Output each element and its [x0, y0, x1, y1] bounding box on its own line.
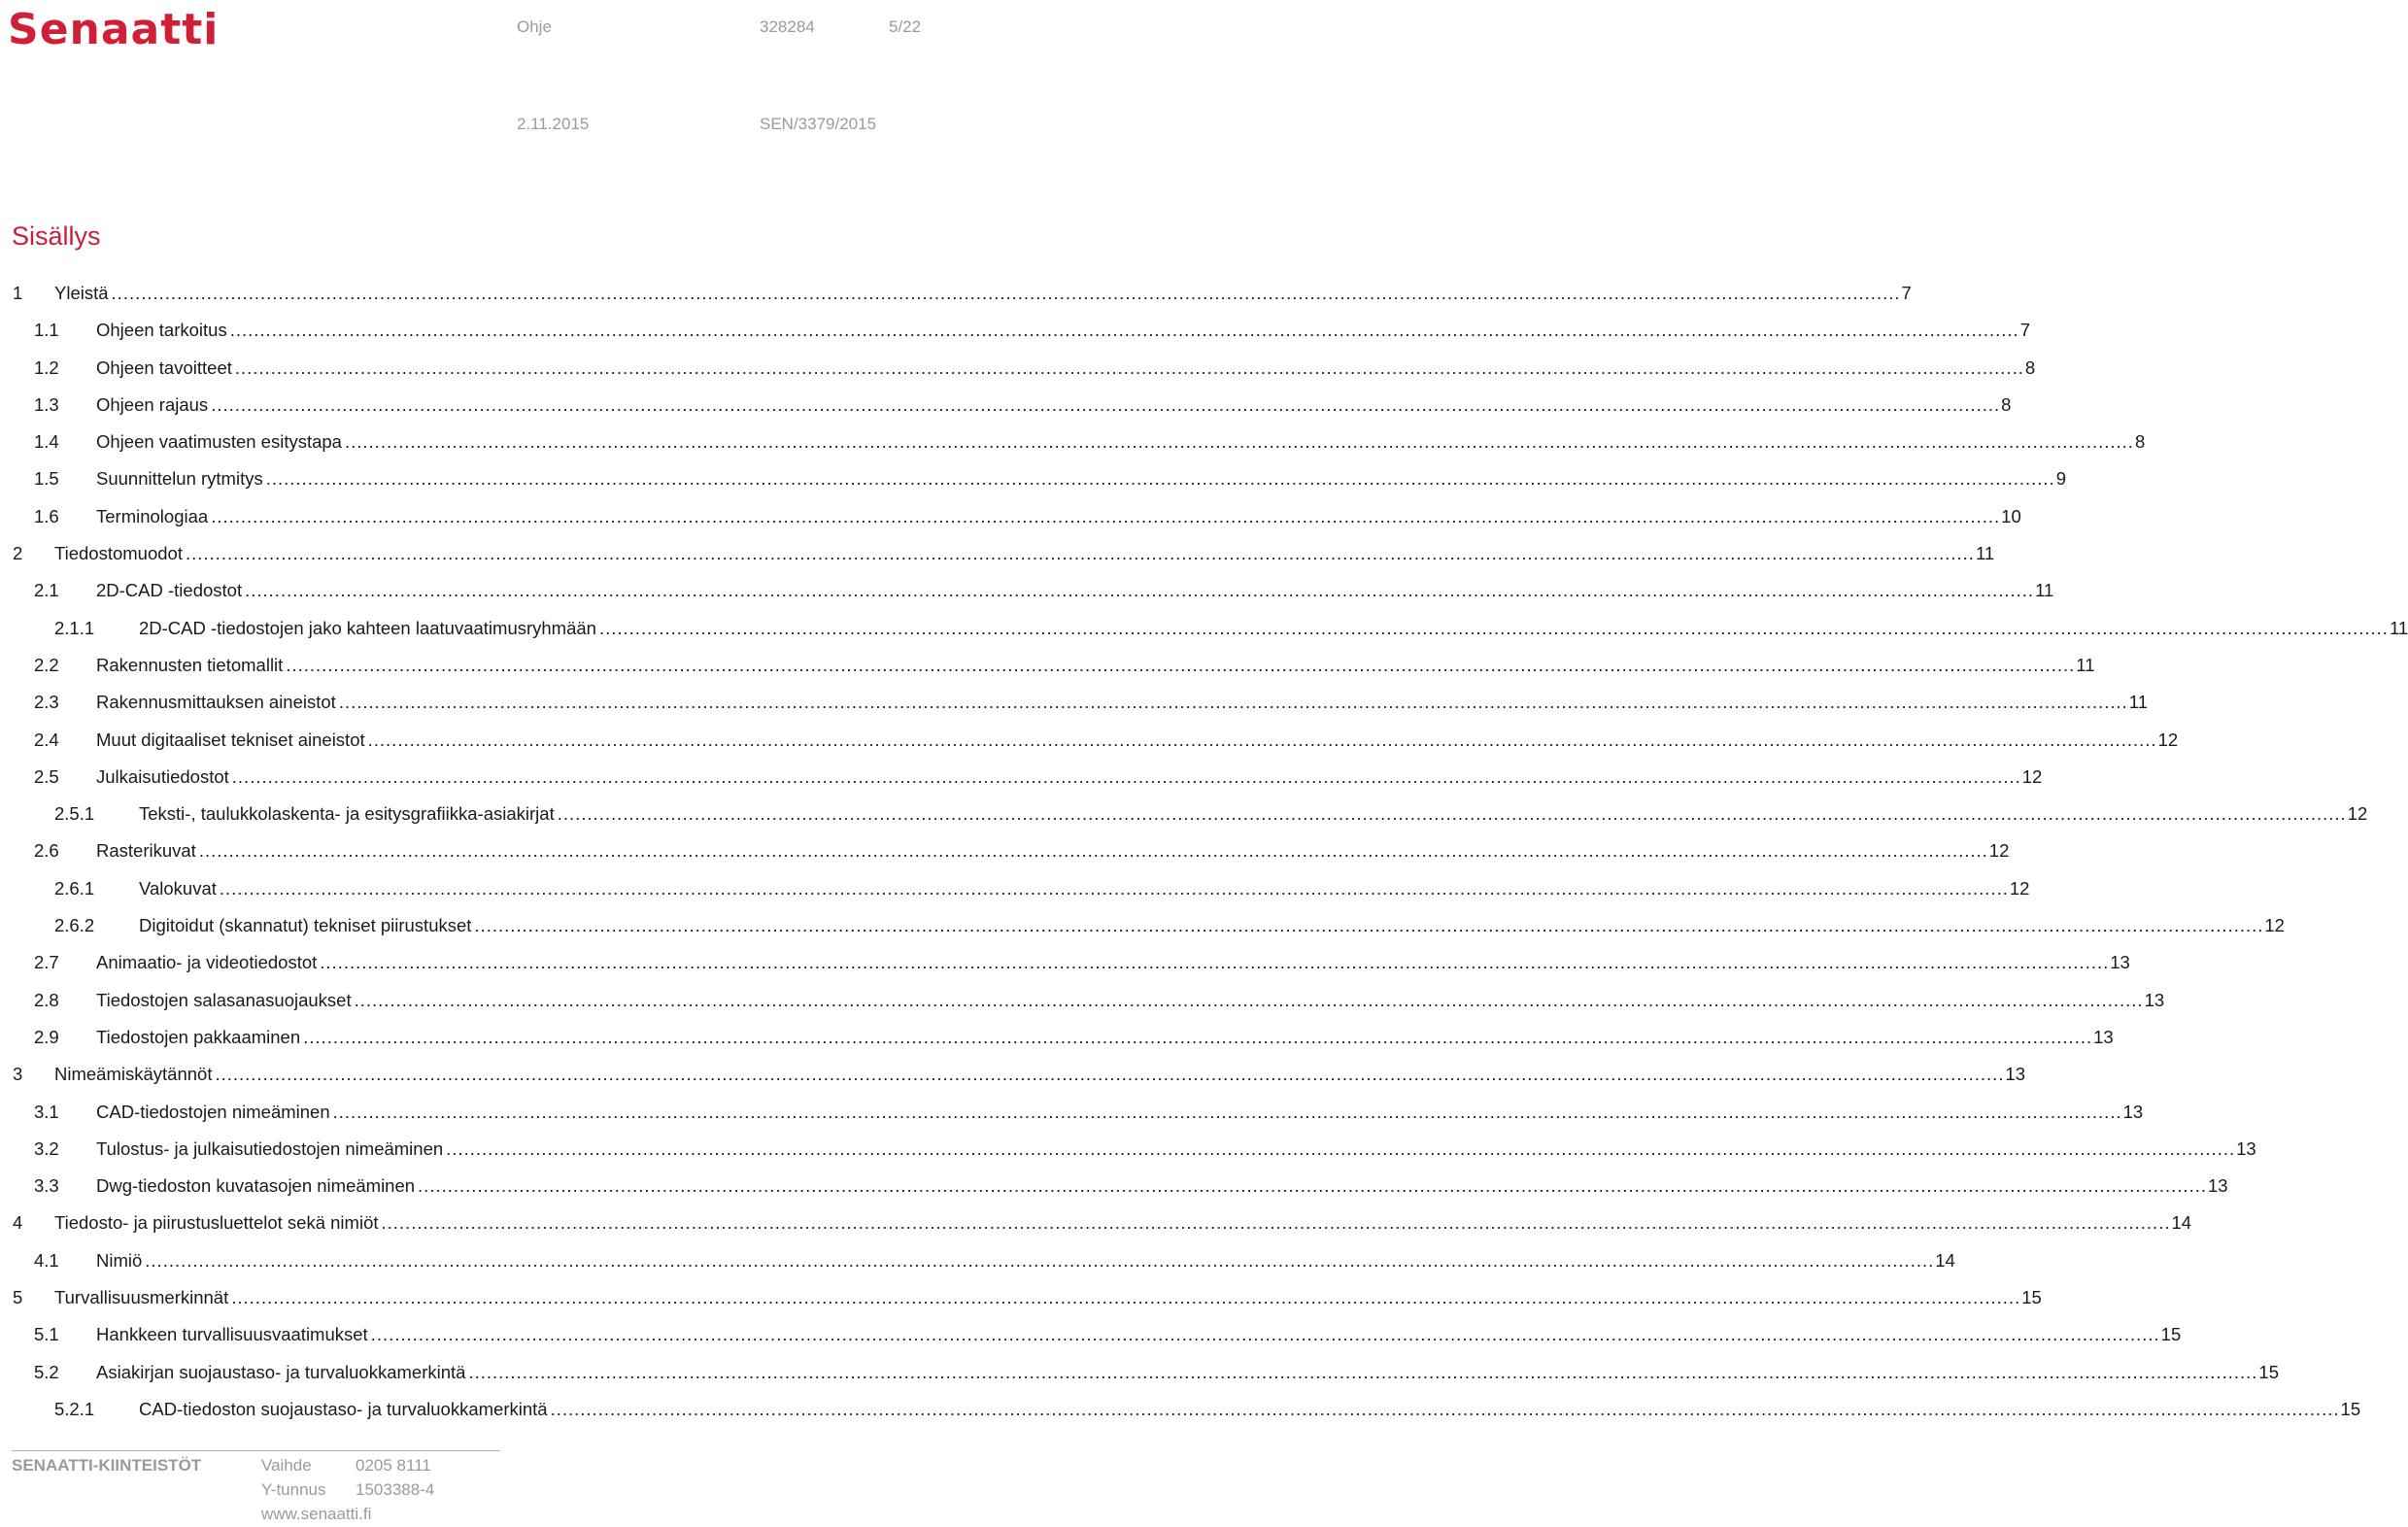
- toc-entry[interactable]: [0, 1056, 2025, 1093]
- toc-entry-label: Rasterikuvat: [96, 840, 196, 862]
- toc-leader-dots: ............................................................................................................................................................................................................................................................................................................: [215, 1064, 2005, 1085]
- toc-entry[interactable]: [0, 460, 2066, 497]
- toc-leader-dots: ............................................................................................................................................................................................................................................................................................................: [231, 1287, 2021, 1308]
- toc-entry-number: 3.3: [34, 1175, 59, 1197]
- toc-entry-page: 9: [2055, 468, 2066, 490]
- toc-leader-dots: ............................................................................................................................................................................................................................................................................................................: [332, 1101, 2122, 1122]
- toc-leader-dots: ............................................................................................................................................................................................................................................................................................................: [185, 543, 1975, 564]
- toc-leader-dots: ............................................................................................................................................................................................................................................................................................................: [468, 1361, 2258, 1382]
- toc-entry-label: 2D-CAD -tiedostot: [96, 580, 243, 601]
- toc-entry-label: Tiedostojen pakkaaminen: [96, 1026, 301, 1047]
- toc-leader-dots: ............................................................................................................................................................................................................................................................................................................: [370, 1324, 2160, 1345]
- toc-entry-number: 3.2: [34, 1137, 59, 1159]
- toc-entry-label: Nimeämiskäytännöt: [54, 1064, 213, 1085]
- toc-entry-page: 12: [1988, 840, 2010, 862]
- toc-entry-page: 11: [2076, 654, 2095, 675]
- toc-entry-line: [139, 870, 2030, 907]
- toc-leader-dots: ............................................................................................................................................................................................................................................................................................................: [219, 877, 2009, 899]
- toc-entry-number: 2.1.1: [54, 617, 95, 638]
- toc-entry-page: 13: [2110, 952, 2130, 973]
- toc-entry-line: [139, 796, 2368, 832]
- toc-entry[interactable]: [0, 424, 2146, 460]
- toc-entry-label: Terminologiaa: [96, 505, 209, 526]
- toc-entry-page: 12: [2009, 877, 2030, 899]
- toc-entry-line: [96, 498, 2021, 535]
- toc-entry[interactable]: [0, 350, 2036, 387]
- toc-entry-label: Suunnittelun rytmitys: [96, 468, 263, 490]
- toc-entry-line: [96, 424, 2146, 460]
- toc-entry-line: [96, 1242, 1955, 1279]
- toc-entry[interactable]: [0, 684, 2148, 721]
- toc-entry-page: 7: [1901, 283, 1912, 303]
- toc-entry-line: [54, 275, 1912, 312]
- toc-entry-page: 15: [2021, 1287, 2042, 1308]
- toc-leader-dots: ............................................................................................................................................................................................................................................................................................................: [303, 1026, 2093, 1047]
- toc-entry-line: [96, 1316, 2182, 1353]
- toc-leader-dots: ............................................................................................................................................................................................................................................................................................................: [211, 505, 2001, 526]
- toc-entry-number: 2.1: [34, 580, 59, 601]
- toc-entry-line: [96, 832, 2010, 869]
- toc-entry-line: [96, 312, 2030, 349]
- footer-phone: 0205 8111: [356, 1456, 431, 1475]
- toc-entry-number: 1.4: [34, 431, 59, 453]
- toc-entry-line: [96, 1354, 2279, 1391]
- toc-entry-label: Animaatio- ja videotiedostot: [96, 952, 318, 973]
- toc-entry-page: 10: [2001, 505, 2021, 526]
- toc-leader-dots: ............................................................................................................................................................................................................................................................................................................: [198, 840, 1988, 862]
- toc-entry-number: 3.1: [34, 1101, 59, 1122]
- toc-leader-dots: ............................................................................................................................................................................................................................................................................................................: [320, 952, 2110, 973]
- toc-entry-label: Nimiö: [96, 1249, 143, 1271]
- toc-entry-label: Asiakirjan suojaustaso- ja turvaluokkamerkintä: [96, 1361, 466, 1382]
- toc-entry-label: Muut digitaaliset tekniset aineistot: [96, 729, 365, 750]
- toc-entry[interactable]: [0, 572, 2054, 609]
- toc-entry-label: Hankkeen turvallisuusvaatimukset: [96, 1324, 368, 1345]
- toc-leader-dots: ............................................................................................................................................................................................................................................................................................................: [367, 729, 2157, 750]
- toc-entry-page: 12: [2021, 765, 2043, 787]
- toc-entry-number: 5.2: [34, 1361, 59, 1382]
- toc-leader-dots: ............................................................................................................................................................................................................................................................................................................: [474, 915, 2264, 936]
- toc-entry-number: 2.6: [34, 840, 59, 862]
- toc-entry-number: 1.3: [34, 393, 59, 415]
- toc-entry-line: [96, 572, 2054, 609]
- toc-leader-dots: ............................................................................................................................................................................................................................................................................................................: [381, 1212, 2171, 1234]
- toc-entry-page: 13: [2005, 1064, 2025, 1085]
- toc-entry-page: 14: [2171, 1212, 2192, 1234]
- toc-entry-number: 3: [13, 1064, 23, 1085]
- toc-entry[interactable]: [0, 1131, 2256, 1168]
- toc-entry-number: 2.7: [34, 952, 59, 973]
- toc-entry-number: 2.4: [34, 729, 59, 750]
- toc-entry-line: [54, 1279, 2042, 1316]
- toc-entry-label: Dwg-tiedoston kuvatasojen nimeäminen: [96, 1175, 416, 1197]
- toc-entry-page: 12: [2264, 915, 2285, 936]
- toc-entry-number: 2.5.1: [54, 803, 95, 825]
- toc-entry-line: [139, 907, 2285, 944]
- toc-entry-page: 15: [2258, 1361, 2279, 1382]
- toc-entry[interactable]: [0, 1168, 2228, 1205]
- toc-entry[interactable]: [0, 722, 2179, 759]
- toc-entry-label: CAD-tiedostojen nimeäminen: [96, 1101, 330, 1122]
- toc-entry-page: 11: [2035, 580, 2054, 601]
- toc-entry-line: [96, 350, 2036, 387]
- toc-entry[interactable]: [0, 1316, 2182, 1353]
- toc-entry-label: Yleistä: [54, 283, 109, 303]
- toc-title: Sisällys: [12, 221, 101, 251]
- doc-number: 328284: [760, 17, 815, 36]
- toc-leader-dots: ............................................................................................................................................................................................................................................................................................................: [344, 431, 2134, 453]
- toc-entry-page: 15: [2160, 1324, 2182, 1345]
- toc-entry-number: 2.6.2: [54, 915, 95, 936]
- toc-leader-dots: ............................................................................................................................................................................................................................................................................................................: [286, 654, 2076, 675]
- toc-entry-number: 2.8: [34, 989, 59, 1010]
- toc-entry[interactable]: [0, 832, 2010, 869]
- toc-entry-page: 8: [2134, 431, 2146, 453]
- toc-entry-line: [96, 759, 2043, 796]
- toc-leader-dots: ............................................................................................................................................................................................................................................................................................................: [211, 393, 2001, 415]
- toc-entry-page: 14: [1935, 1249, 1955, 1271]
- doc-reference: SEN/3379/2015: [760, 115, 877, 133]
- toc-entry-page: 8: [2024, 356, 2036, 378]
- toc-entry-label: CAD-tiedoston suojaustaso- ja turvaluokkamerkintä: [139, 1398, 548, 1419]
- toc-entry-number: 2.3: [34, 692, 59, 713]
- toc-leader-dots: ............................................................................................................................................................................................................................................................................................................: [234, 356, 2024, 378]
- toc-entry-page: 15: [2340, 1398, 2361, 1419]
- doc-type: Ohje: [517, 17, 552, 36]
- toc-leader-dots: ............................................................................................................................................................................................................................................................................................................: [265, 468, 2055, 490]
- toc-entry[interactable]: [0, 647, 2095, 684]
- toc-entry[interactable]: [0, 982, 2165, 1019]
- toc-entry-line: [54, 1056, 2025, 1093]
- toc-entry-number: 1: [13, 283, 23, 303]
- toc-entry-label: Tulostus- ja julkaisutiedostojen nimeäminen: [96, 1137, 444, 1159]
- toc-entry-number: 2.2: [34, 654, 59, 675]
- toc-leader-dots: ............................................................................................................................................................................................................................................................................................................: [598, 617, 2389, 638]
- toc-leader-dots: ............................................................................................................................................................................................................................................................................................................: [111, 283, 1901, 303]
- toc-entry-line: [96, 722, 2179, 759]
- footer-phone-label: Vaihde: [261, 1456, 312, 1475]
- toc-entry-label: Digitoidut (skannatut) tekniset piirustukset: [139, 915, 472, 936]
- toc-entry-line: [96, 1131, 2256, 1168]
- toc-entry[interactable]: [0, 610, 2408, 647]
- toc-entry-number: 4: [13, 1212, 23, 1234]
- toc-entry[interactable]: [0, 870, 2030, 907]
- toc-entry-label: Tiedosto- ja piirustusluettelot sekä nimiöt: [54, 1212, 379, 1234]
- footer-id-label: Y-tunnus: [261, 1480, 326, 1499]
- toc-entry[interactable]: [0, 275, 1912, 312]
- toc-leader-dots: ............................................................................................................................................................................................................................................................................................................: [446, 1137, 2236, 1159]
- toc-entry-page: 12: [2347, 803, 2368, 825]
- senaatti-logo: Senaatti: [8, 5, 220, 54]
- toc-entry-page: 13: [2236, 1137, 2256, 1159]
- toc-entry-line: [139, 1391, 2361, 1428]
- toc-entry[interactable]: [0, 1242, 1955, 1279]
- doc-date: 2.11.2015: [517, 115, 590, 133]
- toc-entry[interactable]: [0, 1205, 2192, 1241]
- toc-entry-label: Valokuvat: [139, 877, 217, 899]
- toc-entry[interactable]: [0, 759, 2043, 796]
- toc-entry-page: 11: [2389, 617, 2408, 638]
- toc-entry-number: 4.1: [34, 1249, 59, 1271]
- toc-entry-line: [96, 1019, 2114, 1056]
- toc-leader-dots: ............................................................................................................................................................................................................................................................................................................: [418, 1175, 2208, 1197]
- toc-entry[interactable]: [0, 387, 2012, 424]
- toc-entry-line: [96, 1168, 2228, 1205]
- footer-id: 1503388-4: [356, 1480, 435, 1499]
- table-of-contents: [0, 275, 2408, 1428]
- toc-leader-dots: ............................................................................................................................................................................................................................................................................................................: [229, 320, 2019, 341]
- toc-entry-number: 2.6.1: [54, 877, 95, 899]
- toc-entry[interactable]: [0, 1019, 2114, 1056]
- toc-leader-dots: ............................................................................................................................................................................................................................................................................................................: [145, 1249, 1935, 1271]
- toc-entry-page: 13: [2208, 1175, 2228, 1197]
- toc-leader-dots: ............................................................................................................................................................................................................................................................................................................: [231, 765, 2021, 787]
- toc-entry-line: [139, 610, 2408, 647]
- toc-entry[interactable]: [0, 1094, 2144, 1131]
- toc-leader-dots: ............................................................................................................................................................................................................................................................................................................: [245, 580, 2035, 601]
- toc-entry-number: 1.2: [34, 356, 59, 378]
- toc-entry[interactable]: [0, 944, 2130, 981]
- toc-entry[interactable]: [0, 535, 1995, 572]
- toc-entry-number: 5.2.1: [54, 1398, 95, 1419]
- toc-entry-label: 2D-CAD -tiedostojen jako kahteen laatuvaatimusryhmään: [139, 617, 596, 638]
- toc-entry[interactable]: [0, 312, 2030, 349]
- toc-entry-number: 1.6: [34, 505, 59, 526]
- toc-entry-page: 13: [2093, 1026, 2114, 1047]
- toc-leader-dots: ............................................................................................................................................................................................................................................................................................................: [557, 803, 2347, 825]
- toc-leader-dots: ............................................................................................................................................................................................................................................................................................................: [550, 1398, 2340, 1419]
- toc-entry[interactable]: [0, 796, 2368, 832]
- toc-entry-label: Rakennusten tietomallit: [96, 654, 284, 675]
- footer-website-link[interactable]: www.senaatti.fi: [261, 1505, 372, 1523]
- toc-entry-label: Tiedostojen salasanasuojaukset: [96, 989, 352, 1010]
- toc-entry-page: 13: [2144, 989, 2165, 1010]
- toc-entry-label: Julkaisutiedostot: [96, 765, 229, 787]
- toc-entry-label: Ohjeen rajaus: [96, 393, 209, 415]
- toc-entry-label: Ohjeen tarkoitus: [96, 320, 227, 341]
- footer-company: SENAATTI-KIINTEISTÖT: [12, 1456, 202, 1475]
- toc-entry-label: Rakennusmittauksen aineistot: [96, 692, 336, 713]
- toc-entry-label: Teksti-, taulukkolaskenta- ja esitysgrafiikka-asiakirjat: [139, 803, 555, 825]
- toc-entry-label: Ohjeen vaatimusten esitystapa: [96, 431, 342, 453]
- toc-leader-dots: ............................................................................................................................................................................................................................................................................................................: [338, 692, 2128, 713]
- toc-entry-line: [96, 387, 2012, 424]
- toc-entry-line: [54, 535, 1995, 572]
- toc-entry-number: 1.1: [34, 320, 59, 341]
- toc-entry-page: 8: [2001, 393, 2012, 415]
- toc-entry-page: 7: [2019, 320, 2030, 341]
- toc-entry[interactable]: [0, 1354, 2279, 1391]
- toc-entry[interactable]: [0, 907, 2285, 944]
- toc-entry-page: 11: [2128, 692, 2148, 713]
- toc-entry-number: 2.9: [34, 1026, 59, 1047]
- toc-entry-number: 2: [13, 543, 23, 564]
- toc-entry-number: 1.5: [34, 468, 59, 490]
- page-indicator: 5/22: [889, 17, 922, 36]
- toc-entry-line: [96, 982, 2165, 1019]
- toc-entry-line: [96, 647, 2095, 684]
- toc-entry-number: 5.1: [34, 1324, 59, 1345]
- toc-entry-label: Tiedostomuodot: [54, 543, 183, 564]
- toc-entry-number: 2.5: [34, 765, 59, 787]
- toc-entry-number: 5: [13, 1287, 23, 1308]
- toc-entry-line: [54, 1205, 2192, 1241]
- toc-entry-label: Turvallisuusmerkinnät: [54, 1287, 229, 1308]
- toc-entry-line: [96, 1094, 2144, 1131]
- toc-leader-dots: ............................................................................................................................................................................................................................................................................................................: [354, 989, 2144, 1010]
- toc-entry[interactable]: [0, 1279, 2042, 1316]
- toc-entry-line: [96, 944, 2130, 981]
- footer-divider: [12, 1450, 500, 1451]
- toc-entry-page: 11: [1975, 543, 1995, 564]
- toc-entry-page: 13: [2122, 1101, 2144, 1122]
- toc-entry[interactable]: [0, 498, 2021, 535]
- toc-entry-label: Ohjeen tavoitteet: [96, 356, 232, 378]
- toc-entry-line: [96, 460, 2066, 497]
- toc-entry[interactable]: [0, 1391, 2361, 1428]
- toc-entry-page: 12: [2157, 729, 2179, 750]
- toc-entry-line: [96, 684, 2148, 721]
